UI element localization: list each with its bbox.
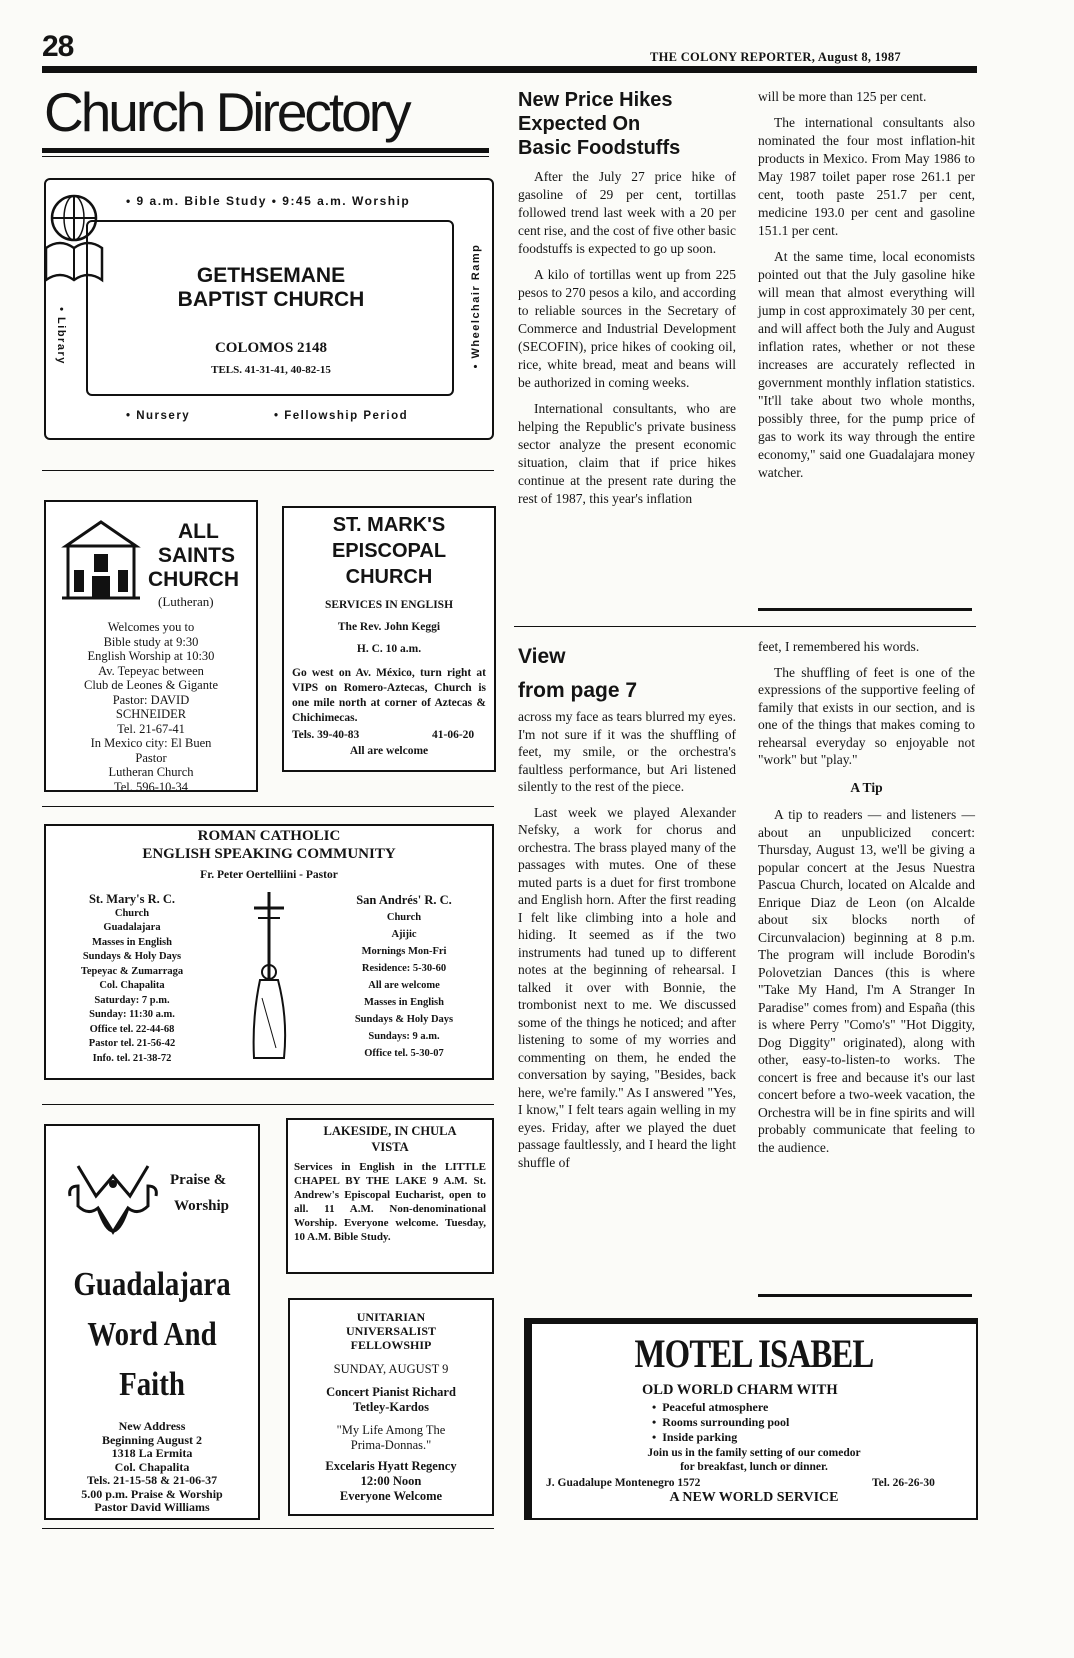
unitarian-date: SUNDAY, AUGUST 9	[333, 1362, 449, 1376]
unitarian-line: Concert Pianist Richard	[326, 1385, 456, 1399]
motel-address: J. Guadalupe Montenegro 1572	[546, 1477, 701, 1489]
all-saints-name-2: SAINTS	[158, 544, 236, 567]
catholic-right-line: Residence: 5-30-60	[361, 963, 447, 974]
st-marks-directions: Go west on Av. México, turn right at VIPS on Romero-Aztecas, Church is one mile north at corner of Aztecas & Chichimecas.	[292, 667, 486, 724]
price-headline	[518, 88, 748, 160]
unitarian-line: Tetley-Kardos	[353, 1400, 429, 1414]
st-marks-tels-value: 41-06-20	[432, 729, 475, 741]
article-separator	[514, 626, 976, 627]
motel-name: MOTEL ISABEL	[634, 1331, 874, 1376]
catholic-right-line: Sundays & Holy Days	[354, 1014, 454, 1025]
gethsemane-side-left: • Library	[55, 307, 67, 365]
all-saints-details	[48, 620, 254, 794]
st-marks-name-3: CHURCH	[345, 566, 433, 588]
unitarian-title-1: UNITARIAN	[356, 1310, 426, 1324]
view-headline-line: View	[518, 645, 566, 668]
price-col-1	[518, 168, 736, 516]
catholic-left-line: Office tel. 22-44-68	[89, 1023, 175, 1035]
article-end-rule	[758, 608, 972, 611]
catholic-right-line: Masses in English	[364, 997, 444, 1008]
all-saints-name-3: CHURCH	[148, 568, 239, 591]
word-faith-line: New Address	[118, 1419, 186, 1433]
word-faith-line: 5.00 p.m. Praise & Worship	[81, 1486, 223, 1501]
view-paragraph: feet, I remembered his words.	[758, 639, 920, 654]
view-col-1	[518, 708, 736, 1179]
all-saints-line: Welcomes you to	[107, 620, 195, 634]
price-paragraph: The international consultants also nominated the four most inflation-hit products in Mexico. From May 1986 to May 1987 toilet paper rose 261.1 per cent, tooth paste 251.7 per cent, medicine 193.0 per cent and gasoline 151.1 per cent.	[758, 115, 975, 238]
all-saints-line: SCHNEIDER	[115, 707, 187, 721]
catholic-left-line: Guadalajara	[103, 922, 161, 933]
view-headline	[518, 640, 738, 708]
catholic-right-line: Office tel. 5-30-07	[364, 1048, 444, 1059]
catholic-left-line: Pastor tel. 21-56-42	[88, 1038, 176, 1049]
st-marks-welcome: All are welcome	[349, 745, 429, 757]
section-divider	[42, 806, 494, 807]
unitarian-line: Everyone Welcome	[339, 1489, 443, 1503]
view-subhead: A Tip	[850, 779, 883, 795]
section-divider	[42, 470, 494, 471]
price-headline-line: Expected On	[518, 113, 641, 135]
page-bottom-rule	[42, 1528, 494, 1529]
directory-title-rule	[42, 148, 489, 153]
price-headline-line: New Price Hikes	[518, 89, 673, 111]
header-rule	[42, 66, 977, 73]
st-marks-time: H. C. 10 a.m.	[356, 643, 422, 655]
catholic-left-line: St. Mary's R. C.	[88, 892, 176, 906]
unitarian-title-2: UNIVERSALIST	[345, 1324, 437, 1338]
word-faith-name-1: Guadalajara	[73, 1266, 231, 1303]
motel-bullet-text: Peaceful atmosphere	[662, 1400, 769, 1414]
catholic-left-line: Col. Chapalita	[99, 980, 165, 991]
st-marks-name-2: EPISCOPAL	[331, 540, 447, 562]
word-faith-name-3: Faith	[119, 1366, 185, 1403]
church-building-icon	[58, 520, 144, 600]
price-paragraph: A kilo of tortillas went up from 225 pesos to 270 pesos a kilo, and according to reliable sources in the Secretary of Commerce and Industrial Development (SECOFIN), price hikes of cooking oil, rice, white bread, meat and beans will be authorized in coming weeks.	[518, 267, 736, 390]
price-paragraph: will be more than 125 per cent.	[758, 89, 927, 104]
all-saints-line: Club de Leones & Gigante	[84, 678, 218, 692]
catholic-right-line: San Andrés' R. C.	[356, 893, 452, 907]
catholic-left-line: Sunday: 11:30 a.m.	[89, 1009, 175, 1020]
view-col-2	[758, 638, 975, 1164]
motel-bullet-text: Inside parking	[662, 1430, 738, 1444]
all-saints-ad	[44, 500, 258, 792]
motel-isabel-ad	[524, 1318, 978, 1520]
all-saints-line: Lutheran Church	[108, 765, 194, 779]
gethsemane-schedule: • 9 a.m. Bible Study • 9:45 a.m. Worship	[126, 194, 411, 208]
section-divider	[42, 1104, 494, 1105]
st-marks-ad	[282, 506, 496, 772]
catholic-left-column	[52, 892, 212, 1066]
gethsemane-phones: TELS. 41-31-41, 40-82-15	[211, 364, 331, 376]
all-saints-line: Pastor: DAVID	[112, 692, 190, 707]
word-faith-line: Pastor David Williams	[94, 1500, 210, 1514]
word-faith-line: Col. Chapalita	[114, 1459, 190, 1474]
unitarian-title-3: FELLOWSHIP	[350, 1338, 432, 1352]
lakeside-title-2: VISTA	[371, 1140, 409, 1154]
price-headline-line: Basic Foodstuffs	[518, 137, 681, 159]
gethsemane-ad	[44, 178, 494, 440]
catholic-right-line: Church	[386, 912, 422, 923]
word-faith-line: 1318 La Ermita	[111, 1446, 193, 1460]
word-faith-name-2: Word And	[87, 1316, 217, 1353]
view-paragraph: across my face as tears blurred my eyes. I'm not sure if it was the shuffling of feet, my smile, or the orchestra's faultless performance, but Ari listened silently to the rest of the piece.	[518, 709, 736, 794]
motel-service: A NEW WORLD SERVICE	[669, 1490, 839, 1505]
price-col-2	[758, 88, 975, 490]
st-marks-name-1: ST. MARK'S	[332, 514, 446, 536]
unitarian-details	[290, 1362, 492, 1504]
view-paragraph: The shuffling of feet is one of the expressions of the supportive feeling of family that exists in our section, and is one of the things that makes coming to rehearsal everyday so enjoyable not "work" but "play."	[758, 664, 975, 767]
cross-figure-icon	[232, 888, 306, 1068]
catholic-left-line: Saturday: 7 p.m.	[94, 994, 170, 1006]
st-marks-tels-label: Tels. 39-40-83	[292, 729, 360, 741]
catholic-right-line: All are welcome	[368, 980, 440, 991]
gethsemane-side-right: • Wheelchair Ramp	[470, 243, 482, 369]
catholic-title: ROMAN CATHOLIC	[197, 828, 341, 844]
view-paragraph: A tip to readers — and listeners — about an unpublicized concert: Thursday, August 13, we'll be giving a popular concert at the Jesus Nuestra Pascua Church, located on Alcalde and Enrique Diaz de Leon (on Alcalde about six blocks north of Circunvalacion) beginning at 8 p.m. The program will include Borodin's Polovetzian Dances (this is where "Take My Hand, I'm A Stranger In Paradise" comes from) and España (this is where Perry "Como's" "Hot Diggity, Dog Diggity" originated), along with other, easy-to-listen-to works. The concert is free and because it's our last concert before a two-week vacation, the Orchestra will be in fine spirits and will probably communicate that feeling to the audience.	[758, 807, 975, 1155]
view-headline-line: from page 7	[518, 679, 638, 702]
view-paragraph: Last week we played Alexander Nefsky, a work for chorus and orchestra. The brass played many of the passages with mutes. One of these muted parts is a duet for first trombone and English horn. After the first reading I felt like climbing into a hole and hiding. It seemed as if the two instruments had tuned up to different notes at the beginning of rehearsal. I talked it over with Bonnie, the trombonist next to me. We discussed some of the things he noticed; and after listening to some of my worries and commenting on them, he ended the conversation by saying, "Besides, back here, we're family." As I answered "Yes, I know," I felt tears again welling in my eyes. Friday, after we played the duet passage faultlessly, and I heard the light shuffle of	[518, 804, 736, 1170]
catholic-ad	[44, 824, 494, 1080]
motel-bullet: • Peaceful atmosphere	[652, 1400, 769, 1414]
page-number: 28	[42, 30, 74, 63]
praying-hands-icon	[58, 1146, 168, 1256]
unitarian-ad	[288, 1298, 494, 1516]
price-paragraph: At the same time, local economists pointed out that the July gasoline hike will mean that almost everything will jump in cost approximately 30 per cent, and will affect both the July and August inflation rates, whether or not these increases are accurately reflected in government monthly inflation statistics. "It'll take about two whole months, possibly three, for the pump price of gas to work its way through the entire economy," said one Guadalajara money watcher.	[758, 249, 975, 480]
lakeside-title-1: LAKESIDE, IN CHULA	[323, 1124, 457, 1138]
all-saints-line: Av. Tepeyac between	[98, 663, 204, 678]
unitarian-line: Excelaris Hyatt Regency	[325, 1459, 457, 1473]
gethsemane-name-1: GETHSEMANE	[196, 264, 346, 287]
running-head: THE COLONY REPORTER, August 8, 1987	[650, 50, 901, 64]
all-saints-line: Pastor	[135, 750, 167, 765]
catholic-right-line: Sundays: 9 a.m.	[368, 1031, 440, 1042]
unitarian-line: "My Life Among The	[336, 1423, 446, 1437]
motel-bullets	[652, 1400, 789, 1445]
catholic-left-line: Info. tel. 21-38-72	[92, 1052, 172, 1064]
catholic-subtitle: ENGLISH SPEAKING COMMUNITY	[142, 846, 396, 862]
motel-bullet-text: Rooms surrounding pool	[662, 1415, 790, 1429]
motel-bullet: • Rooms surrounding pool	[652, 1415, 790, 1429]
motel-bullet: • Inside parking	[652, 1430, 738, 1444]
motel-tel: Tel. 26-26-30	[872, 1477, 935, 1489]
catholic-pastor: Fr. Peter Oertelliini - Pastor	[200, 869, 338, 881]
lakeside-ad	[286, 1118, 494, 1274]
gethsemane-fellowship: • Fellowship Period	[274, 410, 409, 422]
word-faith-line: Beginning August 2	[101, 1432, 203, 1447]
catholic-left-line: Church	[114, 907, 150, 919]
word-faith-details	[46, 1420, 258, 1515]
directory-title: Church Directory	[44, 81, 409, 143]
catholic-left-line: Sundays & Holy Days	[82, 951, 182, 962]
all-saints-line: English Worship at 10:30	[87, 649, 215, 663]
all-saints-denomination: (Lutheran)	[158, 594, 214, 609]
unitarian-line: 12:00 Noon	[360, 1474, 422, 1488]
motel-invite-2: for breakfast, lunch or dinner.	[680, 1461, 828, 1473]
all-saints-name-1: ALL	[178, 520, 219, 543]
catholic-left-line: Masses in English	[92, 936, 172, 948]
word-faith-tagline-2: Worship	[174, 1198, 230, 1214]
gethsemane-address: COLOMOS 2148	[214, 340, 328, 356]
all-saints-line: Tel. 596-10-34	[113, 779, 189, 794]
catholic-right-column	[322, 892, 486, 1062]
all-saints-line: Bible study at 9:30	[103, 634, 199, 649]
motel-invite-1: Join us in the family setting of our comedor	[647, 1447, 861, 1459]
word-faith-line: Tels. 21-15-58 & 21-06-37	[86, 1473, 218, 1487]
motel-tagline: OLD WORLD CHARM WITH	[642, 1382, 838, 1398]
word-and-faith-ad	[44, 1124, 260, 1520]
catholic-right-line: Ajijic	[391, 929, 417, 940]
unitarian-line: Prima-Donnas."	[350, 1438, 432, 1452]
word-faith-tagline-1: Praise &	[170, 1172, 227, 1188]
all-saints-line: In Mexico city: El Buen	[90, 736, 212, 750]
st-marks-rector: The Rev. John Keggi	[337, 621, 441, 633]
all-saints-line: Tel. 21-67-41	[117, 721, 185, 736]
gethsemane-nursery: • Nursery	[126, 410, 191, 422]
price-paragraph: After the July 27 price hike of gasoline of 29 per cent, tortillas followed trend last week with a 20 per cent rise, and the cost of five other basic foodstuffs is expected to go up soon.	[518, 169, 736, 256]
st-marks-services: SERVICES IN ENGLISH	[324, 599, 454, 611]
article-end-rule	[758, 1294, 972, 1297]
price-paragraph: International consultants, who are helping the Republic's private business sector analyze the present economic situation, claim that if price hikes continue at the present rate during the rest of 1987, this year's inflation	[518, 401, 736, 506]
catholic-left-line: Tepeyac & Zumarraga	[80, 965, 184, 977]
directory-title-rule-thin	[42, 156, 489, 157]
gethsemane-name-2: BAPTIST CHURCH	[177, 288, 365, 311]
lakeside-body: Services in English in the LITTLE CHAPEL BY THE LAKE 9 A.M. St. Andrew's Episcopal Eucharist, open to all. 11 A.M. Non-denominational Worship. Everyone welcome. Tuesday, 10 A.M. Bible Study.	[294, 1161, 486, 1243]
catholic-right-line: Mornings Mon-Fri	[361, 946, 447, 957]
